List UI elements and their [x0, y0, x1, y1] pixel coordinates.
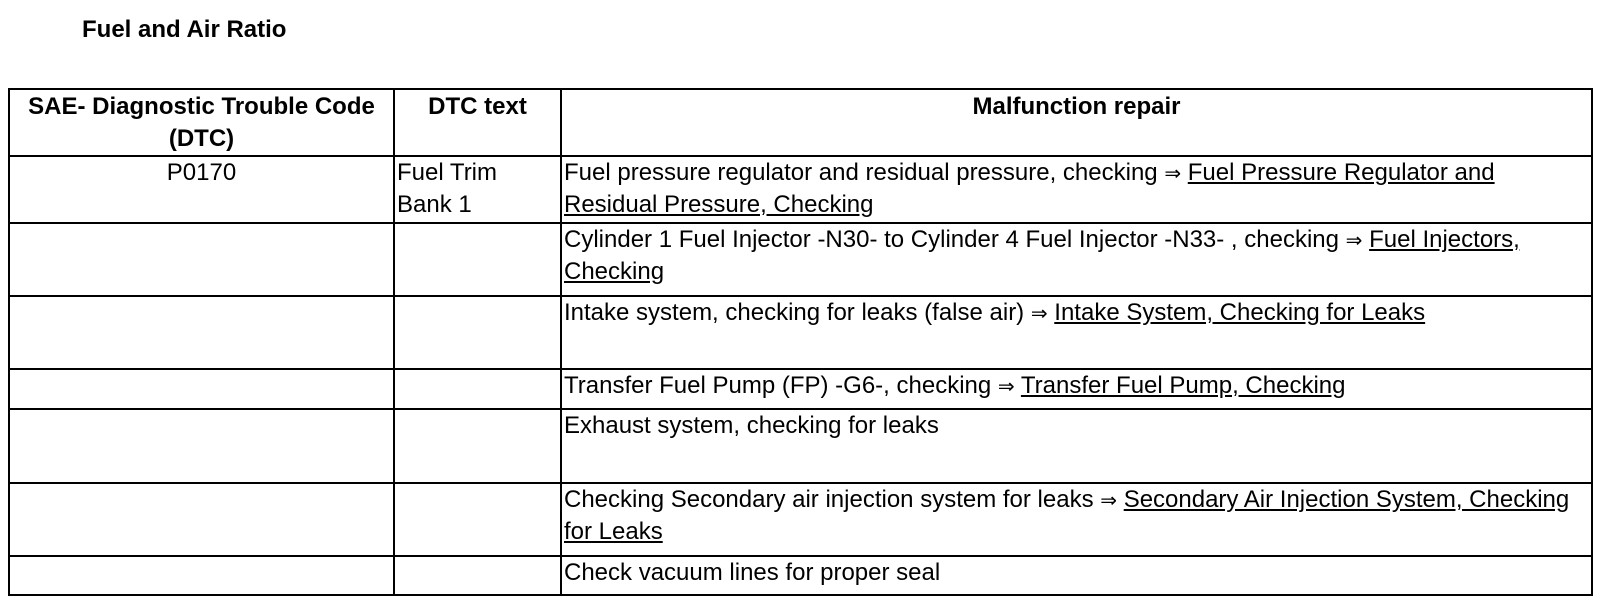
repair-cell — [561, 369, 1592, 409]
repair-link[interactable]: Fuel Injectors, Checking — [564, 226, 1520, 285]
dtc-text-cell: Fuel Trim Bank 1 — [394, 156, 561, 223]
table-row — [9, 223, 1592, 296]
table-row — [9, 296, 1592, 369]
repair-link[interactable]: Intake System, Checking for Leaks — [1054, 299, 1426, 326]
dtc-text-cell — [394, 223, 561, 296]
repair-link[interactable]: Fuel Pressure Regulator and Residual Pressure, Checking — [564, 159, 1495, 218]
repair-cell — [561, 556, 1592, 595]
dtc-code-cell — [9, 409, 394, 483]
repair-cell — [561, 296, 1592, 369]
table-row — [9, 369, 1592, 409]
repair-text: Intake system, checking for leaks (false air) — [564, 299, 1025, 326]
repair-text: Transfer Fuel Pump (FP) -G6-, checking — [564, 372, 992, 399]
dtc-text-cell — [394, 296, 561, 369]
header-dtc-code: SAE- Diagnostic Trouble Code (DTC) — [9, 89, 394, 156]
dtc-code-cell — [9, 223, 394, 296]
table-header-row — [9, 89, 1592, 156]
dtc-code-cell — [9, 556, 394, 595]
header-dtc-text: DTC text — [394, 89, 561, 156]
repair-cell — [561, 156, 1592, 223]
page-title: Fuel and Air Ratio — [82, 16, 287, 43]
dtc-table — [8, 88, 1593, 596]
repair-link[interactable]: Transfer Fuel Pump, Checking — [1020, 372, 1346, 399]
dtc-text-cell — [394, 369, 561, 409]
repair-cell — [561, 223, 1592, 296]
repair-text: Exhaust system, checking for leaks — [564, 412, 939, 439]
dtc-text-cell — [394, 483, 561, 556]
dtc-code-cell — [9, 296, 394, 369]
repair-text: Checking Secondary air injection system for leaks — [564, 486, 1094, 513]
dtc-code-cell: P0170 — [9, 156, 394, 223]
dtc-text-cell — [394, 409, 561, 483]
repair-link[interactable]: Secondary Air Injection System, Checking for Leaks — [564, 486, 1570, 545]
repair-cell — [561, 409, 1592, 483]
repair-cell — [561, 483, 1592, 556]
arrow-right-icon: ⇒ — [997, 374, 1015, 398]
dtc-text-cell — [394, 556, 561, 595]
dtc-code-cell — [9, 483, 394, 556]
repair-text: Fuel pressure regulator and residual pressure, checking — [564, 159, 1158, 186]
table-row — [9, 483, 1592, 556]
arrow-right-icon: ⇒ — [1345, 228, 1363, 252]
arrow-right-icon: ⇒ — [1164, 161, 1182, 185]
table-row — [9, 556, 1592, 595]
dtc-code-cell — [9, 369, 394, 409]
table-row — [9, 156, 1592, 223]
table-row — [9, 409, 1592, 483]
header-malfunction-repair: Malfunction repair — [561, 89, 1592, 156]
arrow-right-icon: ⇒ — [1030, 301, 1048, 325]
arrow-right-icon: ⇒ — [1100, 488, 1118, 512]
repair-text: Cylinder 1 Fuel Injector -N30- to Cylinder 4 Fuel Injector -N33- , checking — [564, 226, 1339, 253]
repair-text: Check vacuum lines for proper seal — [564, 559, 941, 586]
